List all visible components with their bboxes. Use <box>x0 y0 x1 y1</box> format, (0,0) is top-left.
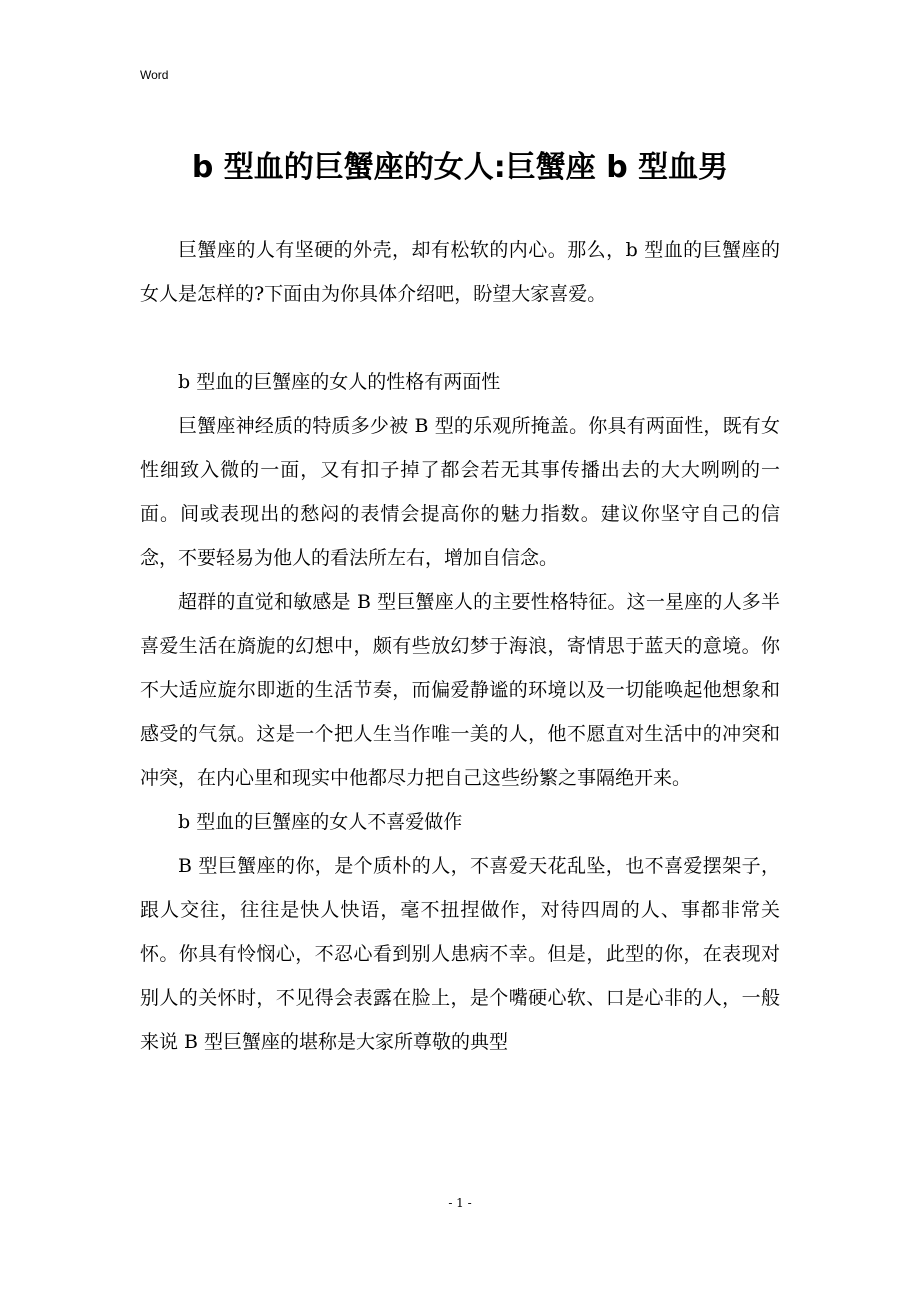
page-number: - 1 - <box>448 1196 472 1210</box>
header-label: Word <box>140 68 169 82</box>
document-body <box>140 228 780 1064</box>
blank-line <box>140 316 780 360</box>
body-paragraph: 超群的直觉和敏感是 B 型巨蟹座人的主要性格特征。这一星座的人多半喜爱生活在旖旎的幻想中，颇有些放幻梦于海浪，寄情思于蓝天的意境。你不大适应旋尔即逝的生活节奏，而偏爱静谧的环境以及一切能唤起他想象和感受的气氛。这是一个把人生当作唯一美的人，他不愿直对生活中的冲突和冲突，在内心里和现实中他都尽力把自己这些纷繁之事隔绝开来。 <box>140 591 780 789</box>
section-heading: b 型血的巨蟹座的女人不喜爱做作 <box>178 811 463 833</box>
body-paragraph: B 型巨蟹座的你，是个质朴的人，不喜爱天花乱坠，也不喜爱摆架子，跟人交往，往往是快人快语，毫不扭捏做作，对待四周的人、事都非常关怀。你具有怜悯心，不忍心看到别人患病不幸。但是，此型的你，在表现对别人的关怀时，不见得会表露在脸上，是个嘴硬心软、口是心非的人，一般来说 B 型巨蟹座的堪称是大家所尊敬的典型 <box>140 855 780 1053</box>
intro-paragraph: 巨蟹座的人有坚硬的外壳，却有松软的内心。那么，b 型血的巨蟹座的女人是怎样的?下面由为你具体介绍吧，盼望大家喜爱。 <box>140 239 780 305</box>
section-heading: b 型血的巨蟹座的女人的性格有两面性 <box>178 371 501 393</box>
document-title: b 型血的巨蟹座的女人:巨蟹座 b 型血男 <box>191 150 729 185</box>
body-paragraph: 巨蟹座神经质的特质多少被 B 型的乐观所掩盖。你具有两面性，既有女性细致入微的一面，又有扣子掉了都会若无其事传播出去的大大咧咧的一面。间或表现出的愁闷的表情会提高你的魅力指数。建议你坚守自己的信念，不要轻易为他人的看法所左右，增加自信念。 <box>140 415 780 569</box>
